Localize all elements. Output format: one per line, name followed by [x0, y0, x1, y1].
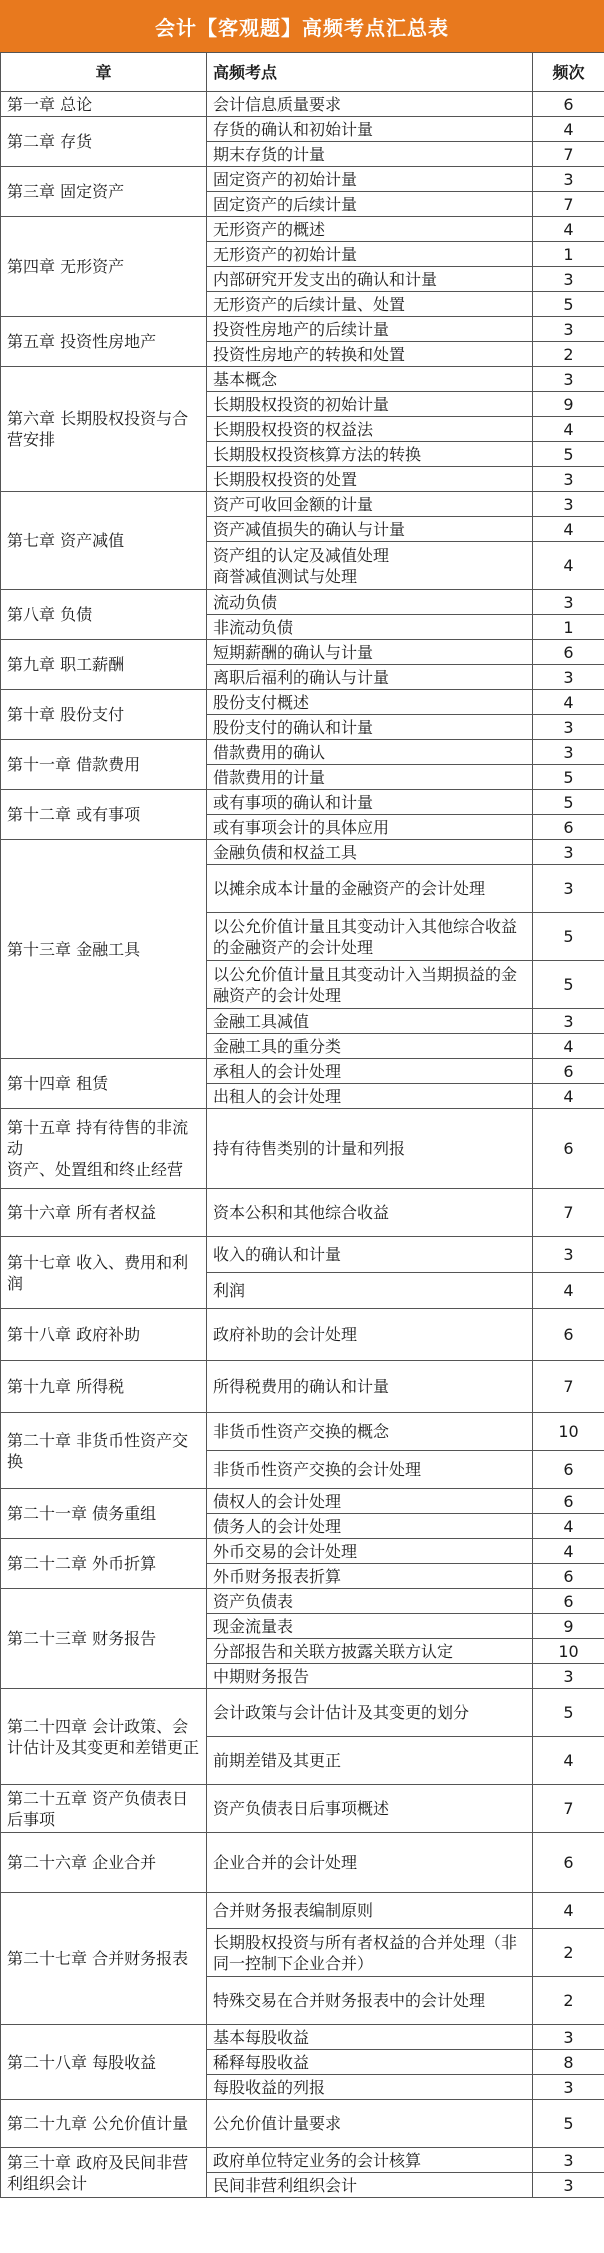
table-row [1, 1589, 604, 1614]
point-cell: 企业合并的会计处理 [207, 1833, 533, 1893]
count-cell: 4 [533, 1539, 604, 1564]
point-cell: 中期财务报告 [207, 1664, 533, 1689]
count-cell: 3 [533, 317, 604, 342]
count-cell: 5 [533, 292, 604, 317]
count-cell: 3 [533, 367, 604, 392]
count-cell: 5 [533, 765, 604, 790]
point-cell: 公允价值计量要求 [207, 2100, 533, 2148]
table-row [1, 1189, 604, 1237]
count-cell: 6 [533, 1589, 604, 1614]
point-cell: 资产负债表日后事项概述 [207, 1785, 533, 1833]
point-cell: 非流动负债 [207, 615, 533, 640]
chapter-cell: 第十九章 所得税 [1, 1361, 207, 1413]
point-cell: 短期薪酬的确认与计量 [207, 640, 533, 665]
chapter-cell: 第二十六章 企业合并 [1, 1833, 207, 1893]
count-cell: 6 [533, 1833, 604, 1893]
header-point: 高频考点 [207, 53, 533, 92]
chapter-cell: 第二十八章 每股收益 [1, 2025, 207, 2100]
count-cell: 6 [533, 815, 604, 840]
table-row [1, 1059, 604, 1084]
point-cell: 无形资产的后续计量、处置 [207, 292, 533, 317]
table-row [1, 2100, 604, 2148]
count-cell: 2 [533, 1929, 604, 1977]
count-cell: 3 [533, 2173, 604, 2198]
point-cell: 或有事项会计的具体应用 [207, 815, 533, 840]
table-row [1, 1833, 604, 1893]
chapter-cell: 第十八章 政府补助 [1, 1309, 207, 1361]
point-cell: 期末存货的计量 [207, 142, 533, 167]
table-row [1, 117, 604, 142]
table-row [1, 840, 604, 865]
count-cell: 4 [533, 1893, 604, 1929]
point-cell: 或有事项的确认和计量 [207, 790, 533, 815]
chapter-cell: 第二章 存货 [1, 117, 207, 167]
count-cell: 4 [533, 1084, 604, 1109]
table-row [1, 1237, 604, 1273]
table-row [1, 2148, 604, 2173]
point-cell: 借款费用的计量 [207, 765, 533, 790]
point-cell: 政府单位特定业务的会计核算 [207, 2148, 533, 2173]
table-row [1, 492, 604, 517]
point-cell: 分部报告和关联方披露关联方认定 [207, 1639, 533, 1664]
count-cell: 4 [533, 217, 604, 242]
chapter-cell: 第五章 投资性房地产 [1, 317, 207, 367]
point-cell: 出租人的会计处理 [207, 1084, 533, 1109]
table-row [1, 640, 604, 665]
point-cell: 特殊交易在合并财务报表中的会计处理 [207, 1977, 533, 2025]
chapter-cell: 第六章 长期股权投资与合营安排 [1, 367, 207, 492]
point-cell: 利润 [207, 1273, 533, 1309]
count-cell: 3 [533, 840, 604, 865]
table-row [1, 2025, 604, 2050]
point-cell: 长期股权投资与所有者权益的合并处理（非同一控制下企业合并） [207, 1929, 533, 1977]
chapter-cell: 第二十九章 公允价值计量 [1, 2100, 207, 2148]
table-row [1, 1361, 604, 1413]
count-cell: 5 [533, 961, 604, 1009]
chapter-cell: 第二十二章 外币折算 [1, 1539, 207, 1589]
chapter-cell: 第八章 负债 [1, 590, 207, 640]
chapter-cell: 第二十一章 债务重组 [1, 1489, 207, 1539]
table-row [1, 740, 604, 765]
point-cell: 收入的确认和计量 [207, 1237, 533, 1273]
chapter-cell: 第三章 固定资产 [1, 167, 207, 217]
point-cell: 债务人的会计处理 [207, 1514, 533, 1539]
table-row [1, 790, 604, 815]
point-cell: 长期股权投资核算方法的转换 [207, 442, 533, 467]
chapter-cell: 第二十章 非货币性资产交换 [1, 1413, 207, 1489]
count-cell: 7 [533, 1785, 604, 1833]
count-cell: 8 [533, 2050, 604, 2075]
point-cell: 借款费用的确认 [207, 740, 533, 765]
count-cell: 4 [533, 117, 604, 142]
chapter-cell: 第九章 职工薪酬 [1, 640, 207, 690]
point-cell: 外币财务报表折算 [207, 1564, 533, 1589]
point-cell: 以公允价值计量且其变动计入其他综合收益的金融资产的会计处理 [207, 913, 533, 961]
table-row [1, 317, 604, 342]
chapter-cell: 第十一章 借款费用 [1, 740, 207, 790]
point-cell: 长期股权投资的权益法 [207, 417, 533, 442]
header-count: 频次 [533, 53, 604, 92]
count-cell: 4 [533, 1273, 604, 1309]
table-row [1, 1309, 604, 1361]
point-cell: 投资性房地产的后续计量 [207, 317, 533, 342]
count-cell: 4 [533, 542, 604, 590]
count-cell: 2 [533, 1977, 604, 2025]
count-cell: 9 [533, 1614, 604, 1639]
count-cell: 4 [533, 1514, 604, 1539]
point-cell: 长期股权投资的处置 [207, 467, 533, 492]
chapter-cell: 第四章 无形资产 [1, 217, 207, 317]
point-cell: 非货币性资产交换的概念 [207, 1413, 533, 1451]
point-cell: 资产组的认定及减值处理 商誉减值测试与处理 [207, 542, 533, 590]
count-cell: 3 [533, 2075, 604, 2100]
point-cell: 政府补助的会计处理 [207, 1309, 533, 1361]
count-cell: 1 [533, 615, 604, 640]
count-cell: 7 [533, 1189, 604, 1237]
point-cell: 基本概念 [207, 367, 533, 392]
table-row [1, 1539, 604, 1564]
point-cell: 长期股权投资的初始计量 [207, 392, 533, 417]
point-cell: 股份支付概述 [207, 690, 533, 715]
point-cell: 持有待售类别的计量和列报 [207, 1109, 533, 1189]
point-cell: 以公允价值计量且其变动计入当期损益的金融资产的会计处理 [207, 961, 533, 1009]
table-row [1, 1413, 604, 1451]
count-cell: 4 [533, 417, 604, 442]
point-cell: 流动负债 [207, 590, 533, 615]
point-cell: 非货币性资产交换的会计处理 [207, 1451, 533, 1489]
count-cell: 4 [533, 1034, 604, 1059]
count-cell: 10 [533, 1413, 604, 1451]
chapter-cell: 第三十章 政府及民间非营利组织会计 [1, 2148, 207, 2198]
chapter-cell: 第十七章 收入、费用和利润 [1, 1237, 207, 1309]
point-cell: 投资性房地产的转换和处置 [207, 342, 533, 367]
point-cell: 债权人的会计处理 [207, 1489, 533, 1514]
count-cell: 6 [533, 1489, 604, 1514]
point-cell: 金融工具的重分类 [207, 1034, 533, 1059]
count-cell: 3 [533, 590, 604, 615]
count-cell: 3 [533, 740, 604, 765]
count-cell: 3 [533, 1237, 604, 1273]
chapter-cell: 第二十七章 合并财务报表 [1, 1893, 207, 2025]
point-cell: 资产负债表 [207, 1589, 533, 1614]
count-cell: 3 [533, 167, 604, 192]
table-body [1, 92, 604, 2198]
chapter-cell: 第二十三章 财务报告 [1, 1589, 207, 1689]
point-cell: 现金流量表 [207, 1614, 533, 1639]
count-cell: 3 [533, 2025, 604, 2050]
count-cell: 5 [533, 913, 604, 961]
point-cell: 金融负债和权益工具 [207, 840, 533, 865]
table-row [1, 92, 604, 117]
count-cell: 10 [533, 1639, 604, 1664]
point-cell: 无形资产的初始计量 [207, 242, 533, 267]
count-cell: 4 [533, 517, 604, 542]
point-cell: 资本公积和其他综合收益 [207, 1189, 533, 1237]
chapter-cell: 第一章 总论 [1, 92, 207, 117]
point-cell: 存货的确认和初始计量 [207, 117, 533, 142]
table-row [1, 1109, 604, 1189]
table-row [1, 1893, 604, 1929]
point-cell: 合并财务报表编制原则 [207, 1893, 533, 1929]
table-row [1, 690, 604, 715]
count-cell: 3 [533, 2148, 604, 2173]
count-cell: 6 [533, 1309, 604, 1361]
table-row [1, 1489, 604, 1514]
point-cell: 资产减值损失的确认与计量 [207, 517, 533, 542]
chapter-cell: 第十五章 持有待售的非流动 资产、处置组和终止经营 [1, 1109, 207, 1189]
count-cell: 6 [533, 1109, 604, 1189]
chapter-cell: 第十四章 租赁 [1, 1059, 207, 1109]
count-cell: 6 [533, 1059, 604, 1084]
count-cell: 4 [533, 1737, 604, 1785]
count-cell: 3 [533, 1009, 604, 1034]
point-cell: 无形资产的概述 [207, 217, 533, 242]
chapter-cell: 第十六章 所有者权益 [1, 1189, 207, 1237]
count-cell: 3 [533, 267, 604, 292]
point-cell: 固定资产的后续计量 [207, 192, 533, 217]
count-cell: 2 [533, 342, 604, 367]
table-row [1, 1785, 604, 1833]
header-chapter: 章 [1, 53, 207, 92]
count-cell: 7 [533, 1361, 604, 1413]
chapter-cell: 第十三章 金融工具 [1, 840, 207, 1059]
count-cell: 6 [533, 640, 604, 665]
count-cell: 3 [533, 865, 604, 913]
table-row [1, 367, 604, 392]
point-cell: 所得税费用的确认和计量 [207, 1361, 533, 1413]
count-cell: 7 [533, 142, 604, 167]
point-cell: 基本每股收益 [207, 2025, 533, 2050]
point-cell: 每股收益的列报 [207, 2075, 533, 2100]
count-cell: 9 [533, 392, 604, 417]
table-row [1, 167, 604, 192]
count-cell: 7 [533, 192, 604, 217]
count-cell: 3 [533, 467, 604, 492]
chapter-cell: 第十二章 或有事项 [1, 790, 207, 840]
count-cell: 5 [533, 1689, 604, 1737]
count-cell: 1 [533, 242, 604, 267]
count-cell: 3 [533, 715, 604, 740]
point-cell: 承租人的会计处理 [207, 1059, 533, 1084]
point-cell: 外币交易的会计处理 [207, 1539, 533, 1564]
summary-table [0, 52, 604, 2198]
point-cell: 股份支付的确认和计量 [207, 715, 533, 740]
point-cell: 金融工具减值 [207, 1009, 533, 1034]
count-cell: 6 [533, 92, 604, 117]
chapter-cell: 第二十五章 资产负债表日后事项 [1, 1785, 207, 1833]
point-cell: 会计政策与会计估计及其变更的划分 [207, 1689, 533, 1737]
point-cell: 固定资产的初始计量 [207, 167, 533, 192]
count-cell: 4 [533, 690, 604, 715]
table-row [1, 1689, 604, 1737]
point-cell: 会计信息质量要求 [207, 92, 533, 117]
chapter-cell: 第七章 资产减值 [1, 492, 207, 590]
count-cell: 6 [533, 1564, 604, 1589]
point-cell: 以摊余成本计量的金融资产的会计处理 [207, 865, 533, 913]
count-cell: 6 [533, 1451, 604, 1489]
count-cell: 5 [533, 790, 604, 815]
point-cell: 稀释每股收益 [207, 2050, 533, 2075]
table-row [1, 217, 604, 242]
count-cell: 3 [533, 492, 604, 517]
count-cell: 3 [533, 1664, 604, 1689]
point-cell: 离职后福利的确认与计量 [207, 665, 533, 690]
table-row [1, 590, 604, 615]
point-cell: 前期差错及其更正 [207, 1737, 533, 1785]
count-cell: 5 [533, 442, 604, 467]
chapter-cell: 第十章 股份支付 [1, 690, 207, 740]
count-cell: 3 [533, 665, 604, 690]
point-cell: 内部研究开发支出的确认和计量 [207, 267, 533, 292]
point-cell: 资产可收回金额的计量 [207, 492, 533, 517]
table-header-row [1, 53, 604, 92]
page-title: 会计【客观题】高频考点汇总表 [0, 0, 604, 52]
count-cell: 5 [533, 2100, 604, 2148]
chapter-cell: 第二十四章 会计政策、会计估计及其变更和差错更正 [1, 1689, 207, 1785]
point-cell: 民间非营利组织会计 [207, 2173, 533, 2198]
